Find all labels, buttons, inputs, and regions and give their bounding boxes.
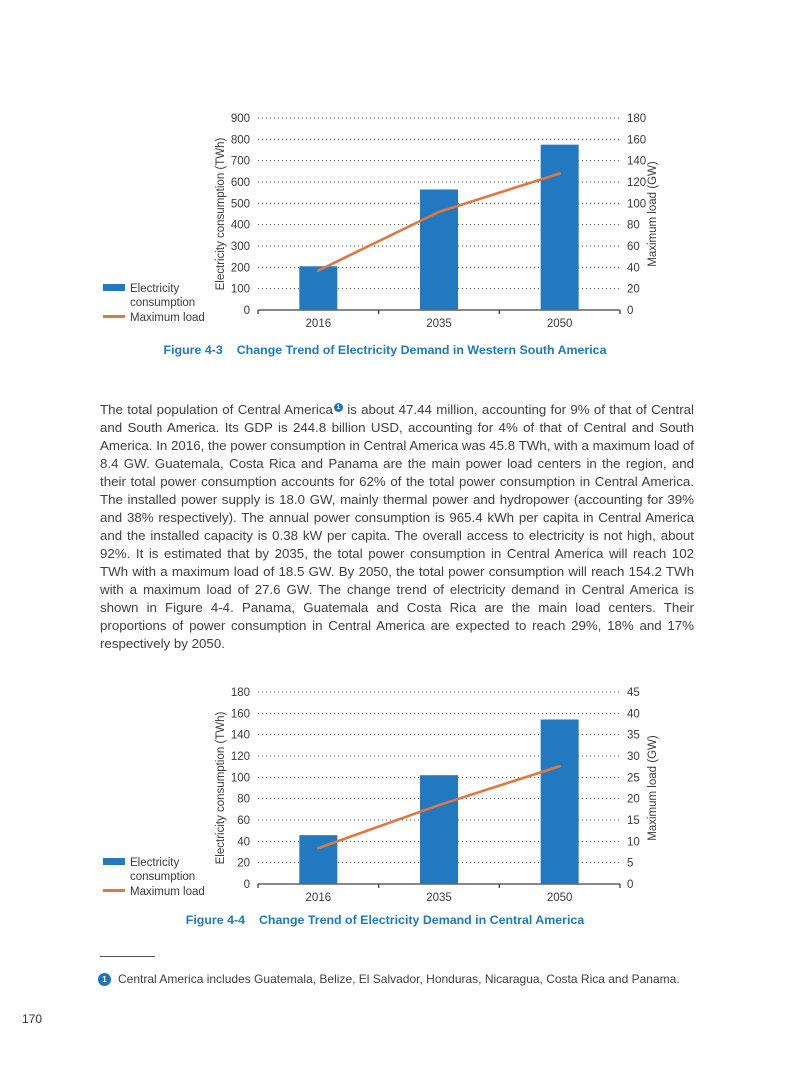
left-axis-tick-label: 120: [230, 751, 250, 763]
left-axis-tick-label: 700: [230, 155, 250, 168]
right-axis-tick-label: 80: [627, 219, 640, 232]
figure-4-3-caption-title: Change Trend of Electricity Demand in Western South America: [236, 343, 607, 357]
left-axis-tick-label: 800: [230, 134, 250, 147]
right-axis-tick-label: 40: [627, 708, 640, 721]
legend-bar-label: consumption: [130, 297, 196, 309]
left-axis-tick-label: 180: [230, 687, 250, 699]
right-axis-tick-label: 100: [627, 198, 647, 211]
left-axis-tick-label: 0: [243, 879, 250, 891]
right-axis-tick-label: 40: [627, 262, 640, 275]
legend-line-label: Maximum load: [130, 312, 205, 324]
left-axis-tick-label: 900: [230, 113, 250, 125]
legend-line-label: Maximum load: [130, 886, 205, 898]
left-axis-tick-label: 300: [230, 241, 250, 253]
figure-4-3-caption-label: Figure 4-3: [163, 343, 223, 357]
right-axis-tick-label: 20: [627, 283, 640, 296]
left-axis-tick-label: 20: [237, 857, 250, 870]
left-axis-tick-label: 40: [237, 836, 250, 849]
paragraph-text-before-footnote: The total population of Central America: [100, 402, 333, 418]
central-america-chart: [100, 680, 670, 912]
footnote-text: Central America includes Guatemala, Belize, El Salvador, Honduras, Nicaragua, Costa Rica and Panama.: [118, 972, 680, 986]
left-axis-title: Electricity consumption (TWh): [215, 137, 227, 291]
figure-4-4-caption-label: Figure 4-4: [185, 913, 245, 927]
right-axis-tick-label: 5: [627, 857, 634, 870]
right-axis-tick-label: 15: [627, 815, 640, 827]
footnote: [98, 972, 738, 986]
bar: [541, 145, 579, 310]
figure-4-3-caption: [100, 343, 670, 357]
footnote-divider: [100, 956, 155, 957]
right-axis-tick-label: 35: [627, 729, 640, 742]
left-axis-tick-label: 80: [237, 793, 250, 806]
left-axis-tick-label: 160: [230, 708, 250, 721]
body-paragraph: [100, 401, 694, 653]
x-axis-category-label: 2035: [426, 318, 452, 330]
right-axis-tick-label: 45: [627, 687, 640, 699]
left-axis-tick-label: 600: [230, 177, 250, 189]
paragraph-text-after-footnote: is about 47.44 million, accounting for 9% of that of Central and South America. Its GDP is 244.8 billion USD, accounting for 4% of that of Central and South America. In 2016, the power consumption in Central America was 45.8 TWh, with a maximum load of 8.4 GW. Guatemala, Costa Rica and Panama are the main power load centers in the region, and their total power consumption accounts for 62% of the total power consumption in Central America. The installed power supply is 18.0 GW, mainly thermal power and hydropower (accounting for 39% and 38% respectively). The annual power consumption is 965.4 kWh per capita in Central America and the installed capacity is 0.38 kW per capita. The overall access to electricity is not high, about 92%. It is estimated that by 2035, the total power consumption in Central America will reach 102 TWh with a maximum load of 18.5 GW. By 2050, the total power consumption will reach 154.2 TWh with a maximum load of 27.6 GW. The change trend of electricity demand in Central America is shown in Figure 4-4. Panama, Guatemala and Costa Rica are the main load centers. Their proportions of power consumption in Central America are expected to reach 29%, 18% and 17% respectively by 2050.: [100, 402, 694, 652]
right-axis-title: Maximum load (GW): [647, 735, 659, 841]
legend-bar-swatch: [103, 858, 125, 865]
left-axis-tick-label: 100: [230, 283, 250, 296]
right-axis-tick-label: 20: [627, 793, 640, 806]
right-axis-tick-label: 180: [627, 113, 647, 125]
right-axis-tick-label: 160: [627, 134, 647, 147]
right-axis-tick-label: 30: [627, 751, 640, 763]
right-axis-tick-label: 120: [627, 177, 647, 189]
bar: [541, 720, 579, 884]
footnote-reference-marker[interactable]: 1: [334, 403, 343, 412]
left-axis-tick-label: 0: [243, 305, 250, 317]
left-axis-tick-label: 100: [230, 772, 250, 785]
legend-line-swatch: [103, 889, 125, 892]
legend-line-swatch: [103, 315, 125, 318]
left-axis-tick-label: 500: [230, 198, 250, 211]
left-axis-tick-label: 400: [230, 219, 250, 232]
legend-bar-label: Electricity: [130, 857, 180, 869]
right-axis-title: Maximum load (GW): [647, 161, 659, 267]
right-axis-tick-label: 10: [627, 836, 640, 849]
legend-bar-label: Electricity: [130, 283, 180, 295]
page-number: 170: [22, 1012, 43, 1026]
left-axis-title: Electricity consumption (TWh): [215, 711, 227, 865]
left-axis-tick-label: 140: [230, 729, 250, 742]
figure-4-4-chart: [100, 680, 670, 912]
x-axis-category-label: 2050: [546, 892, 573, 904]
left-axis-tick-label: 60: [237, 815, 250, 827]
bar: [299, 266, 337, 310]
western-south-america-chart: [100, 106, 670, 338]
right-axis-tick-label: 0: [627, 879, 634, 891]
x-axis-category-label: 2016: [305, 892, 332, 904]
legend-bar-label: consumption: [130, 871, 196, 883]
bar: [420, 775, 458, 884]
legend-bar-swatch: [103, 284, 125, 291]
right-axis-tick-label: 0: [627, 305, 634, 317]
right-axis-tick-label: 140: [627, 155, 647, 168]
figure-4-4-caption: [100, 913, 670, 927]
x-axis-category-label: 2050: [546, 318, 573, 330]
footnote-marker-icon: 1: [98, 973, 111, 986]
figure-4-3-chart: [100, 106, 670, 338]
figure-4-4-caption-title: Change Trend of Electricity Demand in Central America: [258, 913, 585, 927]
right-axis-tick-label: 60: [627, 241, 640, 253]
left-axis-tick-label: 200: [230, 262, 250, 275]
x-axis-category-label: 2016: [305, 318, 332, 330]
x-axis-category-label: 2035: [426, 892, 452, 904]
right-axis-tick-label: 25: [627, 772, 640, 785]
